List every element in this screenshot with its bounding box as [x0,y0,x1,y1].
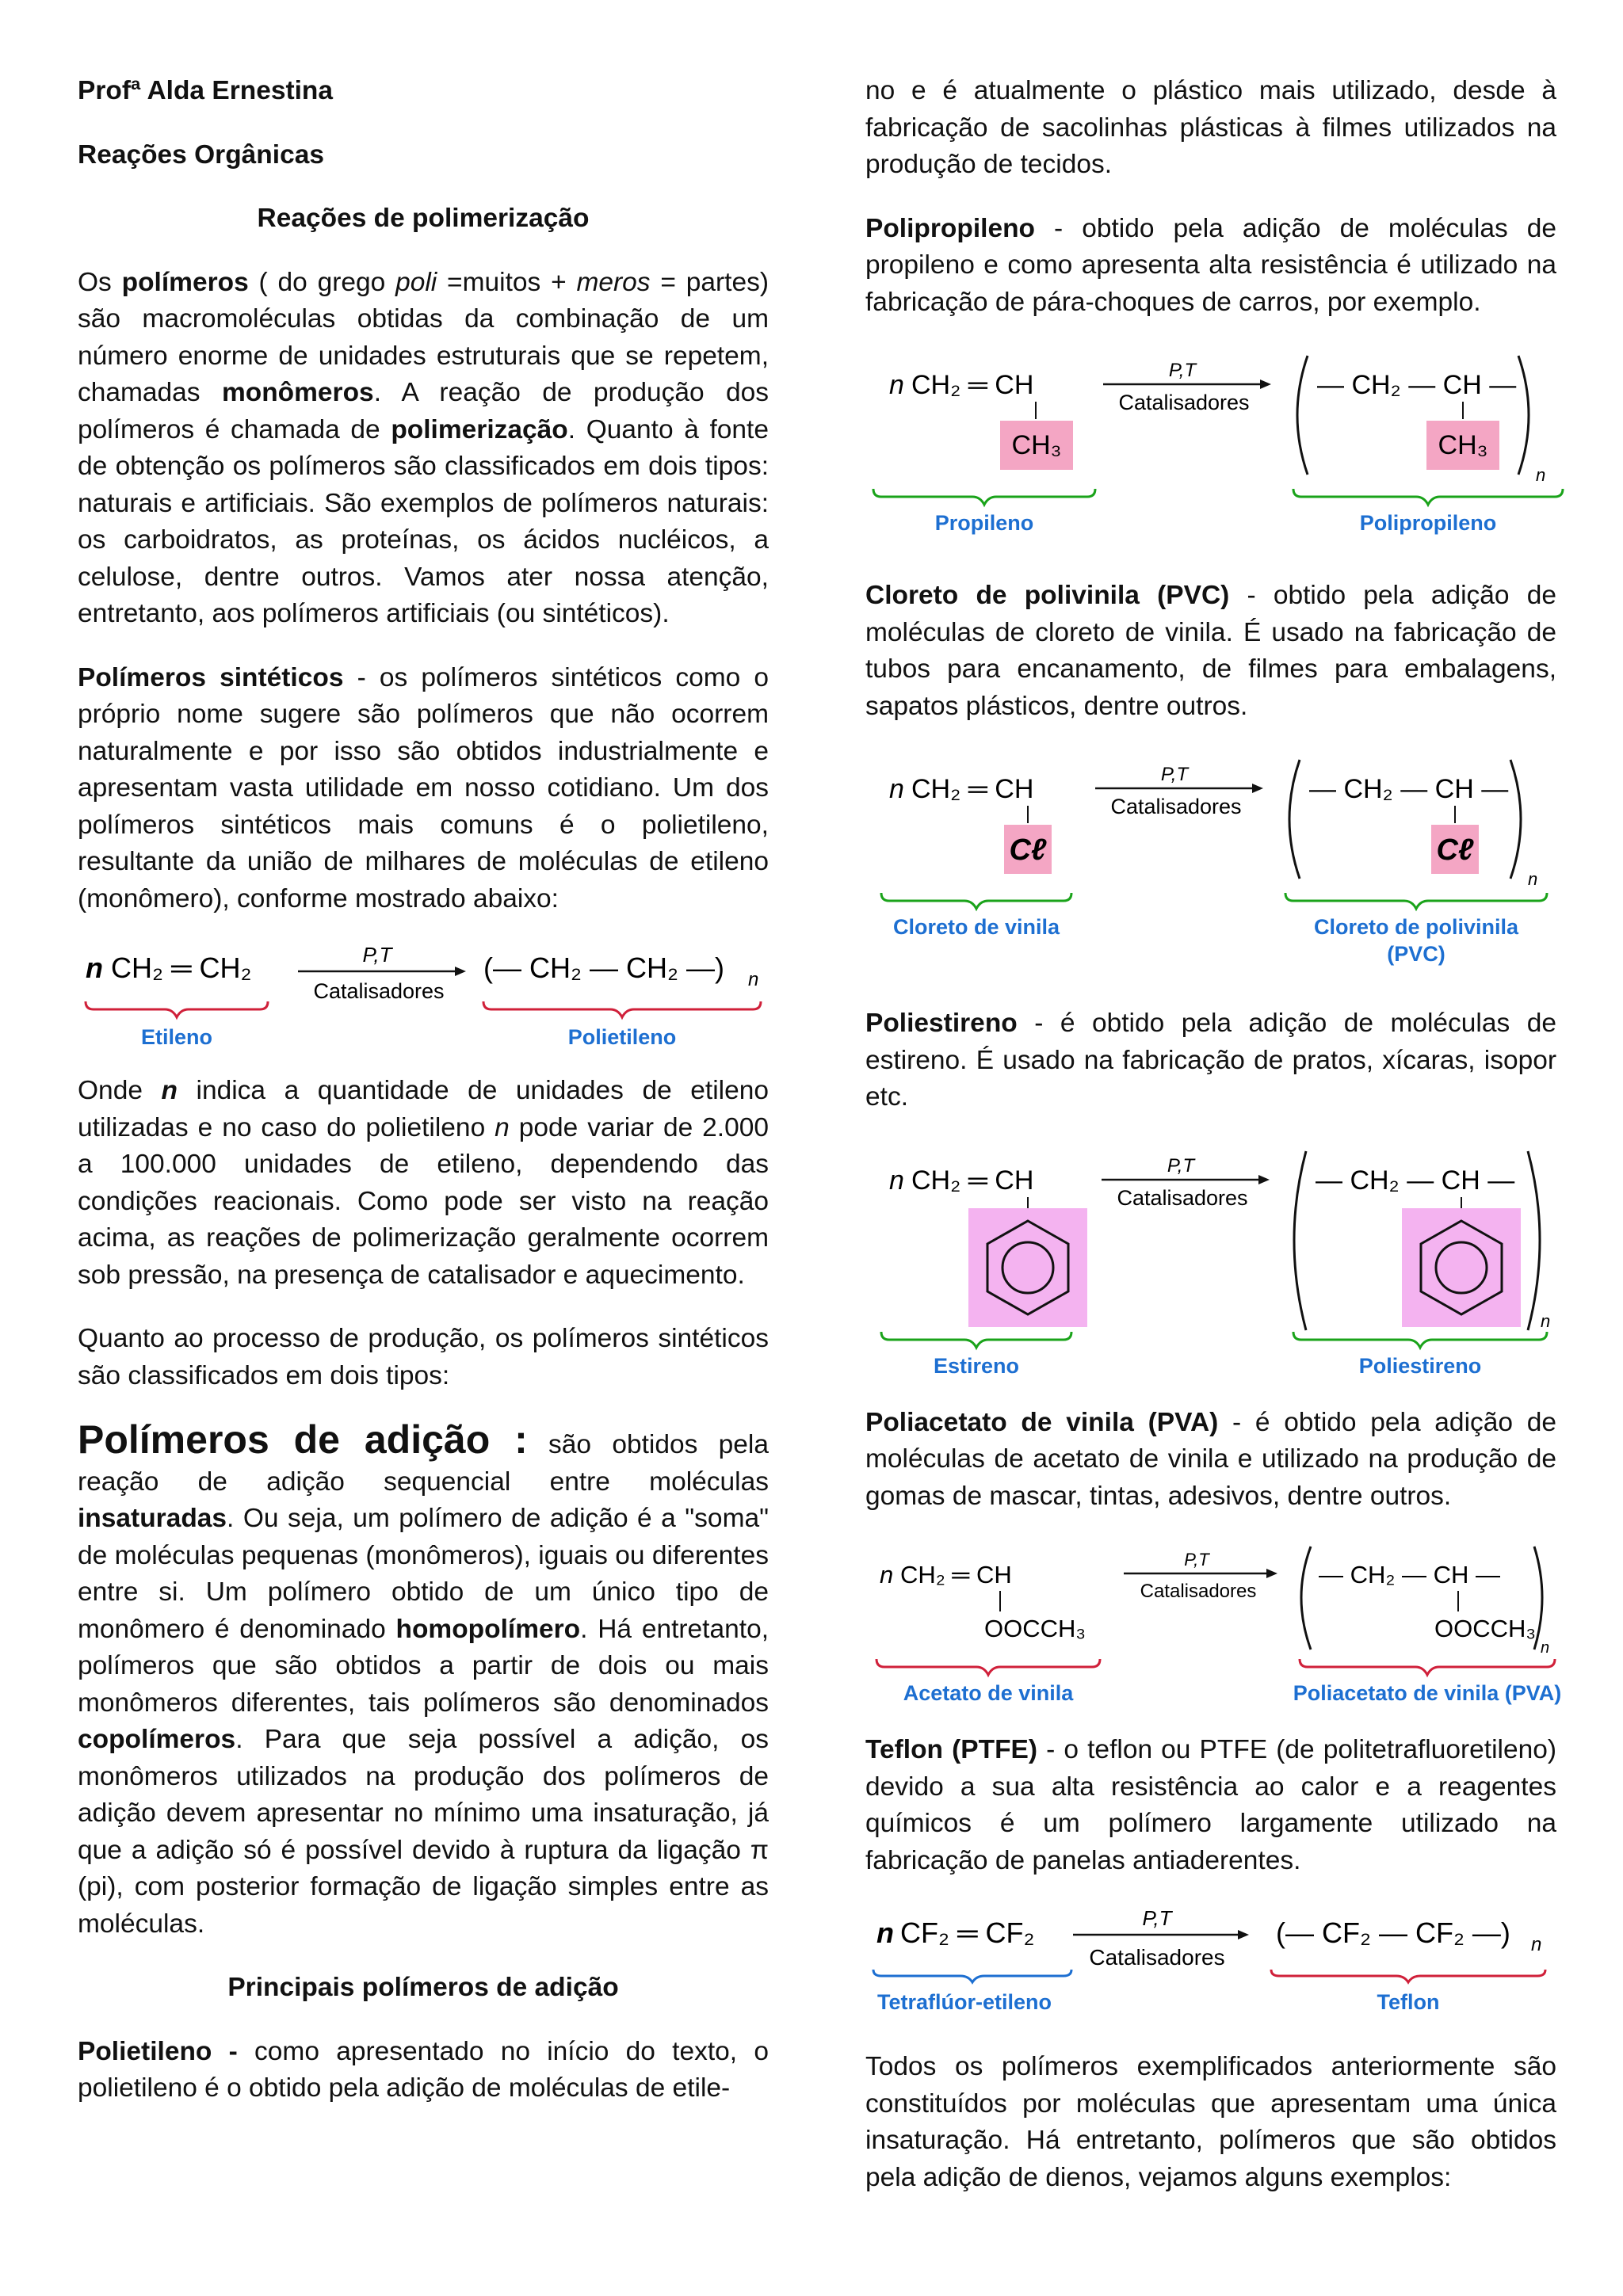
vinyl-acetate-brace [876,1659,1100,1675]
quanto-paragraph: Quanto ao processo de produção, os polímeros sintéticos são classificados em dois tipos: [78,1324,769,1390]
left-bracket [1294,1151,1306,1330]
left-bracket [1297,356,1308,475]
chlorine-atom: Cℓ [1436,833,1474,867]
subscript-n: n [1536,465,1546,485]
polyethylene-label: Polietileno [567,1025,677,1049]
styrene-label: Estireno [933,1353,1020,1378]
subscript-n: n [1531,1934,1542,1955]
polypropylene-brace [1293,489,1563,505]
right-bracket [1528,1151,1540,1330]
vinyl-chloride-label: Cloreto de vinila [892,915,1060,939]
acetate-group: OOCCH₃ [1434,1615,1537,1642]
pva-brace [1300,1659,1555,1675]
polyethylene-brace [483,1001,761,1017]
condition-pt: P,T [362,943,392,967]
vinyl-chloride-brace [881,893,1071,909]
left-bracket [1289,760,1300,879]
subscript-n: n [1541,1639,1550,1657]
methyl-group: CH₃ [1438,430,1488,460]
pvc-label-line2: (PVC) [1387,942,1445,966]
main-polymers-title: Principais polímeros de adição [227,1973,619,2002]
pvc-reaction-scheme [865,752,1556,974]
polystyrene-label: Poliestireno [1358,1353,1482,1378]
polystyrene-formula: — CH₂ — CH — [1316,1165,1515,1196]
teflon-formula: (— CF₂ — CF₂ —) [1276,1917,1510,1949]
polyethylene-reaction-scheme [78,944,769,1055]
right-column [865,73,1562,2196]
polyethylene-continuation: no e é atualmente o plástico mais utilizado, desde à fabricação de sacolinhas plásticas à filmes utilizados na produção de tecidos. [865,76,1556,179]
vinyl-chloride-formula: CH₂ ═ CH [911,774,1034,804]
condition-pt: P,T [1142,1906,1172,1930]
vinyl-acetate-label: Acetato de vinila [903,1681,1074,1705]
coefficient-n: n [86,952,103,984]
polyethylene-paragraph: Polietileno - como apresentado no início do texto, o polietileno é o obtido pela adição de moléculas de etile- [78,2036,769,2103]
pva-formula: — CH₂ — CH — [1319,1561,1501,1589]
addition-polymers-paragraph: Polímeros de adição : são obtidos pela reação de adição sequencial entre moléculas insaturadas. Ou seja, um polímero de adição é a "soma" de moléculas pequenas (monômeros), iguais ou diferentes entre si. Um polímero obtido de um único tipo de monômero é denominado homopolímero. Há entretanto, polímeros que são obtidos a partir de dois ou mais monômeros diferentes, tais polímeros são denominados copolímeros. Para que seja possível a adição, os monômeros utilizados na produção dos polímeros de adição devem apresentar no mínimo uma insaturação, já que a adição só é possível devido à ruptura da ligação π (pi), com posterior formação de ligação simples entre as moléculas. [78,1417,769,1939]
arrow-head [1252,784,1263,793]
condition-catalyst: Catalisadores [313,979,445,1003]
ethylene-formula: CH₂ ═ CH₂ [111,952,252,984]
propylene-formula: CH₂ ═ CH [911,370,1034,400]
condition-pt: P,T [1167,1154,1195,1177]
teflon-label: Teflon [1377,1990,1440,2014]
polypropylene-formula: — CH₂ — CH — [1317,370,1517,400]
styrene-formula: CH₂ ═ CH [911,1165,1034,1196]
styrene-brace [881,1332,1071,1348]
teflon-paragraph: Teflon (PTFE) - o teflon ou PTFE (de politetrafluoretileno) devido a sua alta resistência ao calor e a reagentes químicos é um polímero largamente utilizado na fabricação de panelas antiaderentes. [865,1735,1557,1875]
arrow-head [1238,1930,1249,1939]
left-bracket [1301,1547,1311,1650]
tetrafluoroethylene-label: Tetraflúor-etileno [876,1990,1052,2014]
ethylene-label: Etileno [140,1025,213,1049]
subscript-n: n [1528,869,1538,889]
pva-label: Poliacetato de vinila (PVA) [1293,1681,1562,1705]
addition-polymers-heading: Polímeros de adição : [78,1417,528,1462]
propylene-brace [873,489,1095,505]
condition-catalyst: Catalisadores [1140,1581,1257,1602]
right-bracket [1510,760,1521,879]
chlorine-atom: Cℓ [1009,833,1047,867]
pva-paragraph: Poliacetato de vinila (PVA) - é obtido pela adição de moléculas de acetato de vinila e utilizado na produção de gomas de mascar, tintas, adesivos, dentre outros. [865,1407,1556,1511]
teflon-brace [1271,1970,1545,1982]
subscript-n: n [748,969,759,990]
onde-paragraph: Onde n indica a quantidade de unidades de etileno utilizadas e no caso do polietileno n pode variar de 2.000 a 100.000 unidades de etileno, dependendo das condições reacionais. Como pode ser visto na reação acima, as reações de polimerização geralmente ocorrem sob pressão, na presença de catalisador e aquecimento. [78,1076,769,1290]
condition-catalyst: Catalisadores [1089,1945,1225,1970]
arrow-head [455,967,466,976]
tetrafluoroethylene-brace [873,1970,1071,1982]
pva-reaction-scheme [865,1542,1562,1708]
dienes-paragraph: Todos os polímeros exemplificados anteriormente são constituídos por moléculas que apresentam uma única insaturação. Há entretanto, polímeros que são obtidos pela adição de dienos, vejamos alguns exemplos: [865,2052,1556,2192]
author-name: Profª Alda Ernestina [78,76,334,105]
subscript-n: n [1541,1310,1551,1331]
pvc-brace [1285,893,1547,909]
condition-catalyst: Catalisadores [1110,795,1242,818]
section-title: Reações de polimerização [257,204,590,233]
methyl-group: CH₃ [1011,430,1062,460]
right-bracket [1518,356,1529,475]
coefficient-n: n [880,1561,894,1589]
arrow-head [1260,379,1271,389]
pvc-label-line1: Cloreto de polivinila [1313,915,1519,939]
propylene-label: Propileno [934,511,1034,535]
polystyrene-brace [1293,1332,1547,1348]
pvc-formula: — CH₂ — CH — [1309,774,1509,804]
teflon-reaction-scheme [865,1906,1556,2017]
vinyl-acetate-formula: CH₂ ═ CH [900,1561,1012,1589]
condition-catalyst: Catalisadores [1118,391,1250,414]
pvc-paragraph: Cloreto de polivinila (PVC) - obtido pela adição de moléculas de cloreto de vinila. É usado na fabricação de tubos para encanamento, de filmes para embalagens, sapatos plásticos, dentre outros. [865,581,1556,721]
polyethylene-formula: (— CH₂ — CH₂ —) [483,952,724,984]
coefficient-n: n [889,370,904,400]
synthetic-paragraph: Polímeros sintéticos - os polímeros sintéticos como o próprio nome sugere são polímeros que não ocorrem naturalmente e por isso são obtidos industrialmente e apresentam vasta utilidade em nosso cotidiano. Um dos polímeros sintéticos mais comuns é o polietileno, resultante da união de milhares de moléculas de etileno (monômero), conforme mostrado abaixo: [78,662,769,913]
condition-pt: P,T [1168,360,1197,381]
polypropylene-label: Polipropileno [1359,511,1497,535]
condition-pt: P,T [1184,1550,1209,1569]
left-column [78,73,769,2107]
arrow-head [1266,1569,1277,1578]
coefficient-n: n [889,774,904,804]
subject-title: Reações Orgânicas [78,139,324,170]
polystyrene-reaction-scheme [865,1143,1556,1381]
acetate-group: OOCCH₃ [984,1615,1086,1642]
arrow-head [1258,1175,1270,1184]
condition-catalyst: Catalisadores [1117,1185,1248,1210]
polypropylene-paragraph: Polipropileno - obtido pela adição de moléculas de propileno e como apresenta alta resistência é utilizado na fabricação de pára-choques de carros, por exemplo. [865,213,1556,317]
ethylene-brace [86,1001,268,1017]
coefficient-n: n [876,1917,894,1949]
polystyrene-paragraph: Poliestireno - é obtido pela adição de moléculas de estireno. É usado na fabricação de pratos, xícaras, isopor etc. [865,1009,1556,1112]
tetrafluoroethylene-formula: CF₂ ═ CF₂ [900,1917,1035,1949]
intro-paragraph: Os polímeros ( do grego poli =muitos + meros = partes) são macromoléculas obtidas da combinação de um número enorme de unidades estruturais que se repetem, chamadas monômeros. A reação de produção dos polímeros é chamada de polimerização. Quanto à fonte de obtenção os polímeros são classificados em dois tipos: naturais e artificiais. São exemplos de polímeros naturais: os carboidratos, as proteínas, os ácidos nucléicos, a celulose, dentre outros. Vamos ater nossa atenção, entretanto, aos polímeros artificiais (ou sintéticos). [78,267,769,628]
coefficient-n: n [889,1165,904,1196]
polypropylene-reaction-scheme [865,348,1556,546]
condition-pt: P,T [1160,764,1189,785]
